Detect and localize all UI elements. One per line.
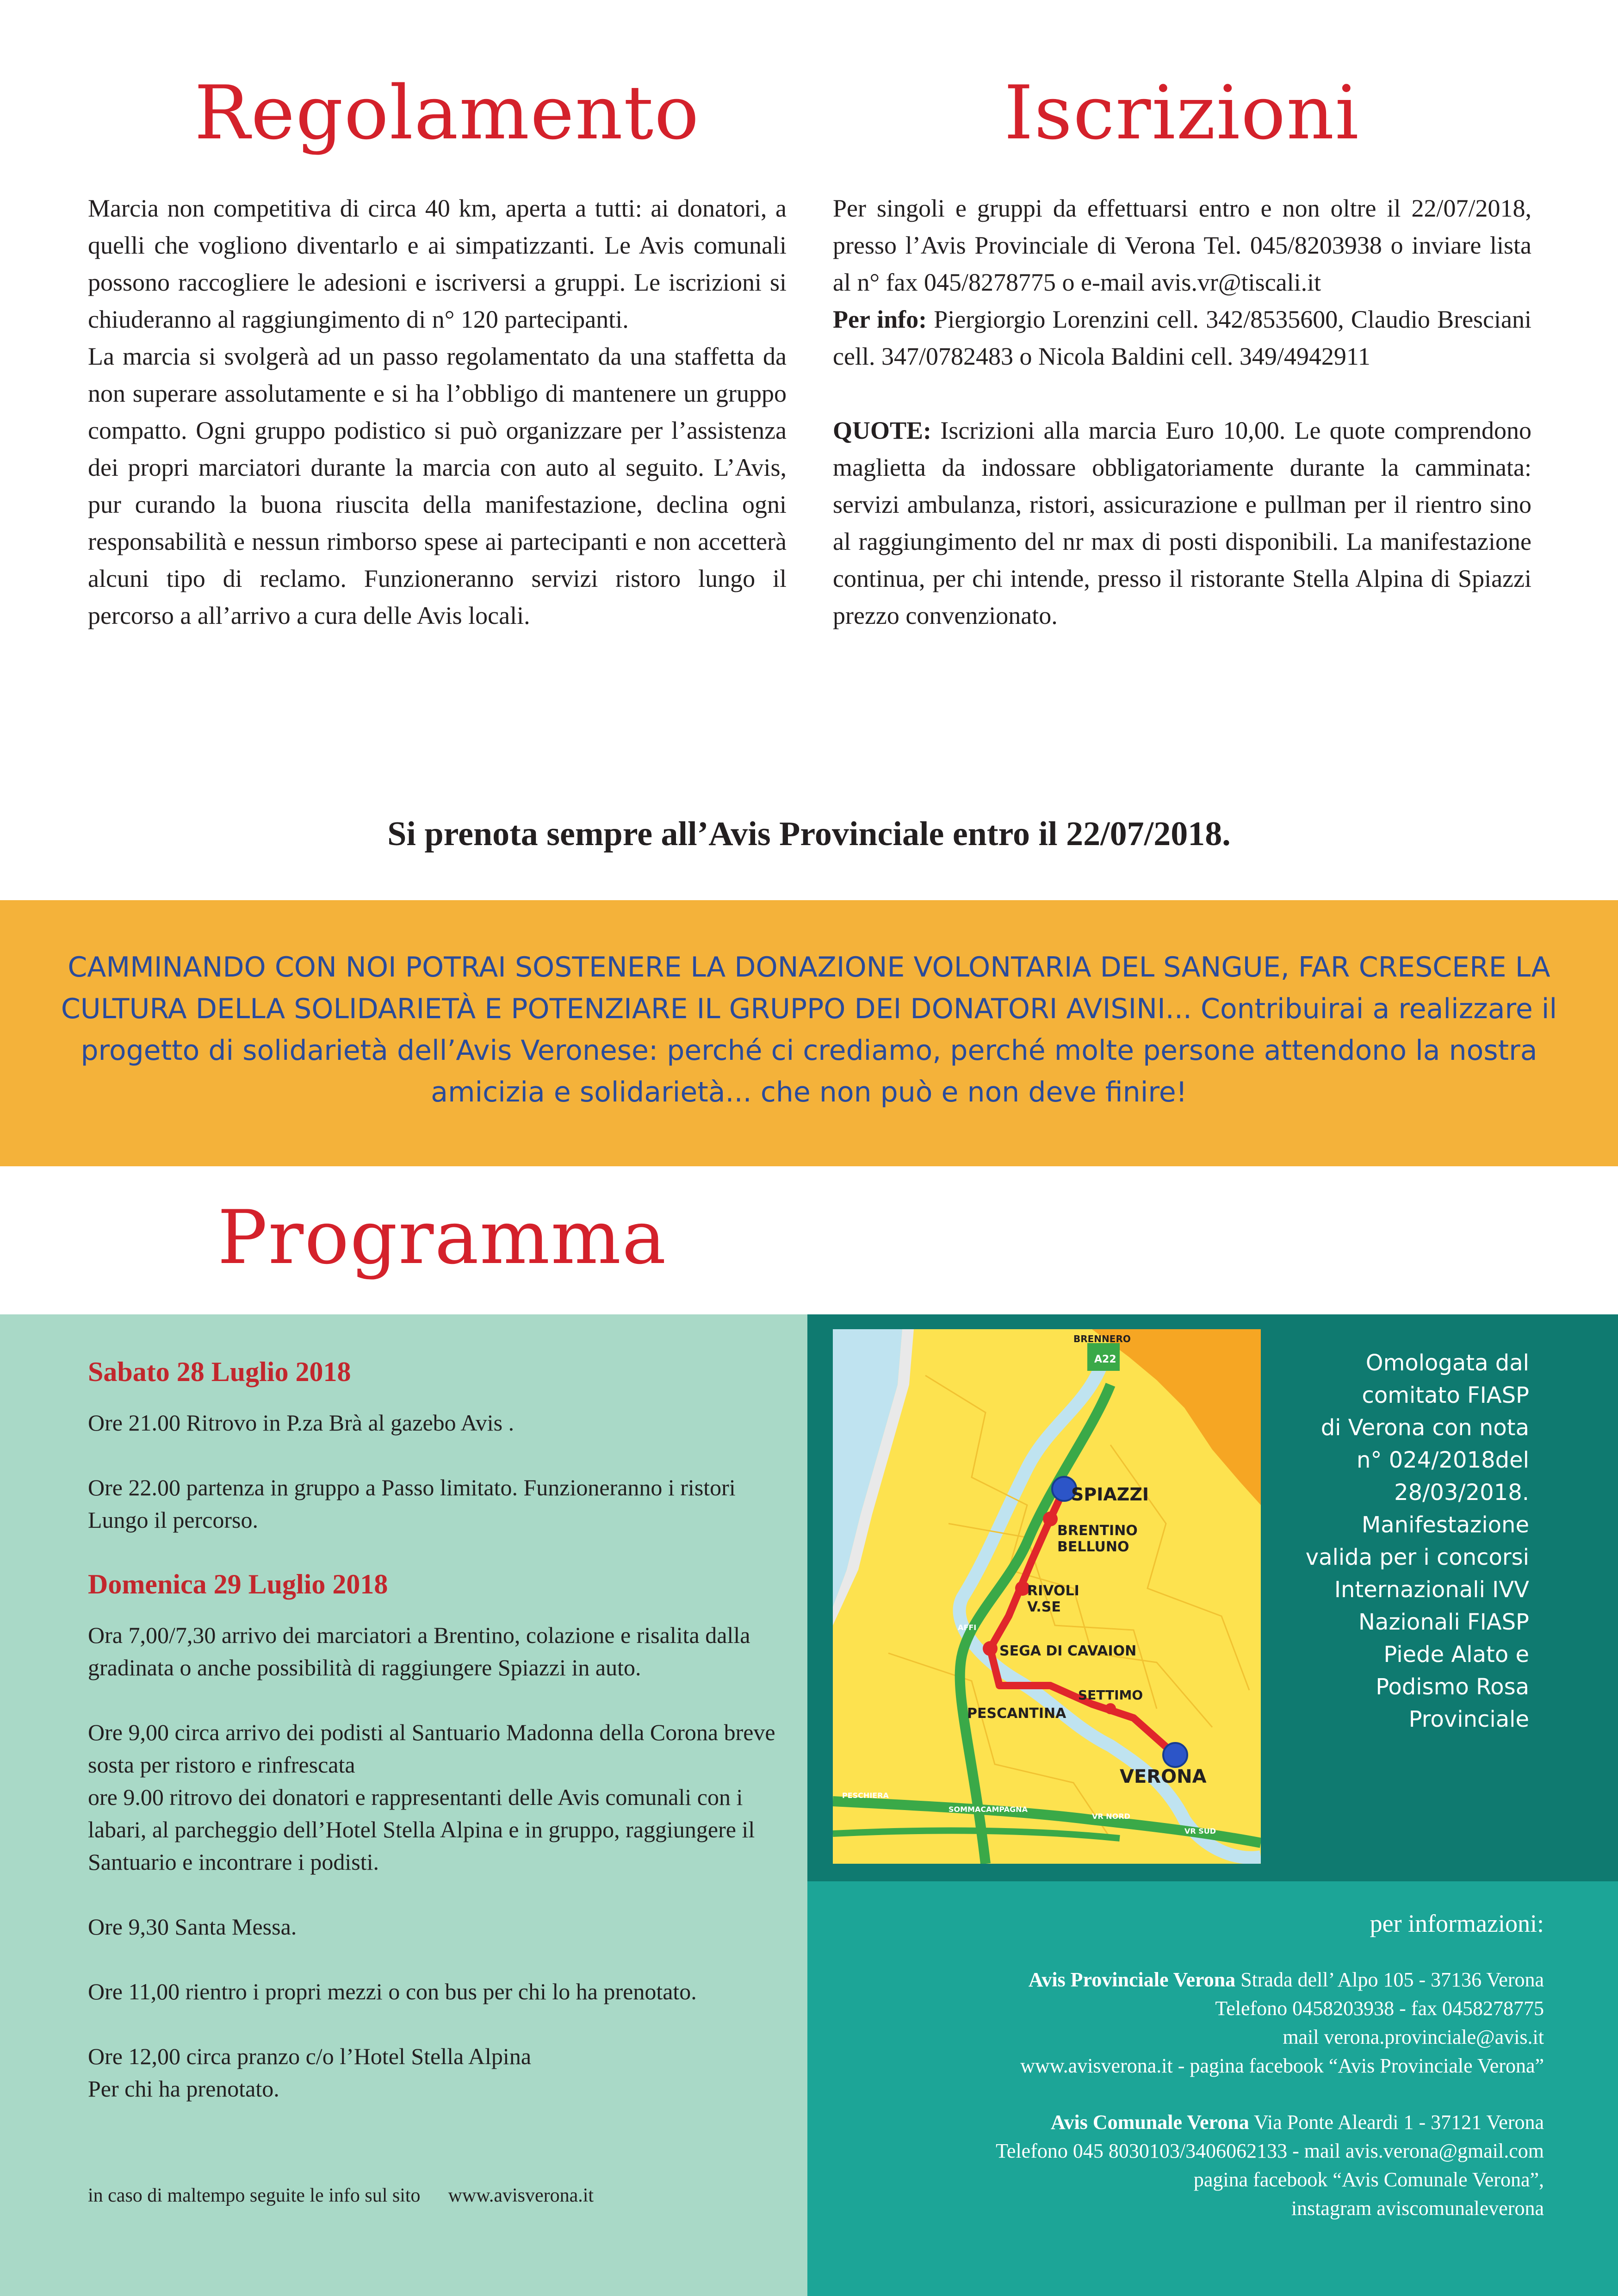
avis-provinciale-name: Avis Provinciale Verona <box>1028 1968 1236 1991</box>
avis-comunale-name: Avis Comunale Verona <box>1051 2111 1249 2134</box>
omologata-line: Provinciale <box>1408 1706 1529 1732</box>
map-label-brennero: BRENNERO <box>1073 1333 1131 1344</box>
bad-weather-text: in caso di maltempo seguite le info sul sito <box>88 2185 421 2206</box>
omologata-note <box>1270 1347 1529 1736</box>
program-item: Ora 7,00/7,30 arrivo dei marciatori a Brentino, colazione e risalita dalla gradinata o anche possibilità di raggiungere Spiazzi in auto. <box>88 1622 750 1680</box>
contacts-panel <box>807 1881 1618 2296</box>
omologata-line: Podismo Rosa <box>1376 1674 1529 1700</box>
omologata-line: Internazionali IVV <box>1334 1577 1529 1603</box>
program-item: Ore 22.00 partenza in gruppo a Passo limitato. Funzioneranno i ristori Lungo il percorso. <box>88 1475 736 1533</box>
map-label-affi: AFFI <box>958 1623 977 1632</box>
avis-provinciale-address <box>850 1966 1544 1994</box>
omologata-line: Omologata dal <box>1365 1350 1529 1376</box>
avis-provinciale-phone: Telefono 0458203938 - fax 0458278775 <box>1215 1997 1544 2020</box>
quote-text: Iscrizioni alla marcia Euro 10,00. Le quote comprendono maglietta da indossare obbligatoriamente durante la camminata: servizi ambulanza, ristori, assicurazione e pullman per il rientro sino al raggiungimento del nr max di posti disponibili. La manifestazione continua, per chi intende, presso il ristorante Stella Alpina di Spiazzi prezzo convenzionato. <box>833 417 1531 629</box>
map-label-belluno: BELLUNO <box>1057 1539 1129 1555</box>
map-label-peschiera: PESCHIERA <box>842 1791 889 1800</box>
map-label-brentino: BRENTINO <box>1057 1523 1138 1539</box>
map-label-vse: V.SE <box>1027 1599 1061 1615</box>
program-item: Ore 9,00 circa arrivo dei podisti al Santuario Madonna della Corona breve sosta per ristoro e rinfrescata <box>88 1719 775 1778</box>
iscrizioni-title: Iscrizioni <box>1004 69 1360 156</box>
quote-label: QUOTE: <box>833 417 932 444</box>
route-map <box>833 1329 1261 1864</box>
regolamento-body <box>88 190 787 634</box>
map-label-spiazzi: SPIAZZI <box>1071 1484 1149 1505</box>
omologata-line: 28/03/2018. <box>1394 1480 1529 1506</box>
map-label-pescantina: PESCANTINA <box>967 1705 1066 1722</box>
omologata-line: Manifestazione <box>1361 1512 1529 1538</box>
iscrizioni-paragraph: Per singoli e gruppi da effettuarsi entro e non oltre il 22/07/2018, presso l’Avis Provinciale di Verona Tel. 045/8203938 o inviare lista al n° fax 045/8278775 o e-mail avis.vr@tiscali.it <box>833 194 1531 296</box>
spacer <box>833 375 1531 412</box>
omologata-line: di Verona con nota <box>1320 1415 1529 1441</box>
program-item: Per chi ha prenotato. <box>88 2076 279 2102</box>
quote-paragraph <box>833 412 1531 634</box>
omologata-line: Piede Alato e <box>1383 1642 1529 1668</box>
bad-weather-note <box>88 2184 594 2207</box>
spacer <box>850 2080 1544 2108</box>
map-label-sega: SEGA DI CAVAION <box>999 1643 1137 1659</box>
map-panel <box>807 1314 1618 1881</box>
regolamento-paragraph: La marcia si svolgerà ad un passo regolamentato da una staffetta da non superare assolutamente e si ha l’obbligo di mantenere un gruppo compatto. Ogni gruppo podistico si può organizzare per l’assistenza dei propri marciatori durante la marcia con auto al seguito. L’Avis, pur curando la buona riuscita della manifestazione, declina ogni responsabilità e nessun rimborso spese ai partecipanti e non accetterà alcuni tipo di reclamo. Funzioneranno servizi ristoro lungo il percorso a all’arrivo a cura delle Avis locali. <box>88 342 787 629</box>
omologata-line: n° 024/2018del <box>1357 1447 1529 1473</box>
regolamento-title: Regolamento <box>194 69 700 156</box>
map-label-settimo: SETTIMO <box>1078 1687 1143 1703</box>
route-map-svg <box>833 1329 1261 1864</box>
omologata-line: comitato FIASP <box>1362 1382 1529 1408</box>
avis-provinciale-web[interactable]: www.avisverona.it - pagina facebook “Avis Provinciale Verona” <box>1020 2054 1544 2077</box>
info-text: Piergiorgio Lorenzini cell. 342/8535600, Claudio Bresciani cell. 347/0782483 o Nicola Baldini cell. 349/4942911 <box>833 305 1531 370</box>
program-item: Ore 12,00 circa pranzo c/o l’Hotel Stella Alpina <box>88 2043 532 2069</box>
map-label-vrnord: VR NORD <box>1092 1812 1130 1821</box>
regolamento-paragraph: Marcia non competitiva di circa 40 km, aperta a tutti: ai donatori, a quelli che vogliono diventarlo e ai simpatizzanti. Le Avis comunali possono raccogliere le adesioni e iscriversi a gruppi. Le iscrizioni si chiuderanno al raggiungimento di n° 120 partecipanti. <box>88 194 787 333</box>
map-label-a22: A22 <box>1094 1354 1116 1365</box>
map-label-verona: VERONA <box>1120 1766 1207 1787</box>
map-label-rivoli: RIVOLI <box>1027 1583 1079 1599</box>
address-text: Strada dell’ Alpo 105 - 37136 Verona <box>1235 1968 1544 1991</box>
avis-comunale-facebook[interactable]: pagina facebook “Avis Comunale Verona”, <box>1193 2168 1544 2191</box>
map-label-sommacampagna: SOMMACAMPAGNA <box>948 1805 1028 1814</box>
banner-text: CAMMINANDO CON NOI POTRAI SOSTENERE LA DONAZIONE VOLONTARIA DEL SANGUE, FAR CRESCERE LA CULTURA DELLA SOLIDARIETÀ E POTENZIARE IL GRUPPO DEI DONATORI AVISINI... Contribuirai a realizzare il progetto di solidarietà dell’Avis Veronese: perché ci crediamo, perché molte persone attendono la nostra amicizia e solidarietà... che non può e non deve finire! <box>61 951 1557 1108</box>
address-text: Via Ponte Aleardi 1 - 37121 Verona <box>1249 2111 1544 2134</box>
program-item: Ore 21.00 Ritrovo in P.za Brà al gazebo Avis . <box>88 1410 515 1436</box>
programma-title: Programma <box>217 1194 667 1281</box>
omologata-line: Nazionali FIASP <box>1358 1609 1529 1635</box>
program-item: Ore 11,00 rientro i propri mezzi o con bus per chi lo ha prenotato. <box>88 1979 697 2004</box>
avis-comunale-address <box>850 2108 1544 2137</box>
omologata-line: valida per i concorsi <box>1305 1544 1529 1570</box>
info-label: Per info: <box>833 305 927 333</box>
program-item: ore 9.00 ritrovo dei donatori e rappresentanti delle Avis comunali con i labari, al parcheggio dell’Hotel Stella Alpina e in gruppo, raggiungere il Santuario e incontrare i podisti. <box>88 1784 755 1875</box>
contacts <box>850 1909 1544 2223</box>
info-paragraph <box>833 301 1531 375</box>
avis-comunale-phone-email[interactable]: Telefono 045 8030103/3406062133 - mail avis.verona@gmail.com <box>996 2140 1544 2162</box>
programma-panel <box>0 1314 807 2296</box>
day-heading: Sabato 28 Luglio 2018 <box>88 1356 351 1387</box>
program-item: Ore 9,30 Santa Messa. <box>88 1914 297 1940</box>
iscrizioni-body <box>833 190 1531 634</box>
solidarity-banner <box>0 900 1618 1166</box>
contacts-heading: per informazioni: <box>1370 1910 1544 1937</box>
website-link[interactable]: www.avisverona.it <box>448 2185 594 2206</box>
day-heading: Domenica 29 Luglio 2018 <box>88 1569 388 1599</box>
map-label-vrsud: VR SUD <box>1184 1827 1216 1836</box>
avis-provinciale-email[interactable]: mail verona.provinciale@avis.it <box>1283 2026 1544 2048</box>
avis-comunale-instagram[interactable]: instagram aviscomunaleverona <box>1291 2197 1544 2220</box>
booking-line: Si prenota sempre all’Avis Provinciale entro il 22/07/2018. <box>387 815 1231 853</box>
